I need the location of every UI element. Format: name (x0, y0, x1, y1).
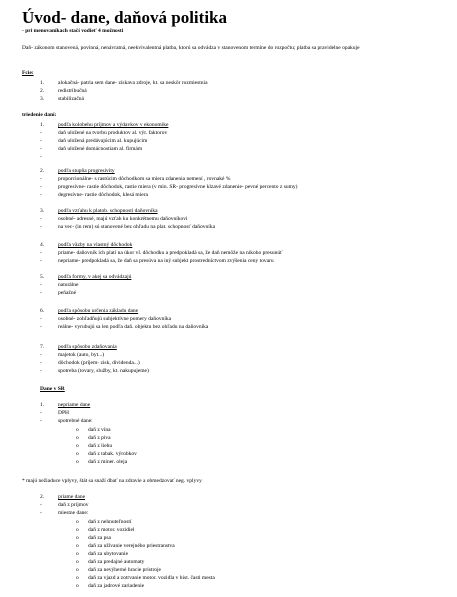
class-item: - daň uložené domácnostiam al. firmám (40, 146, 143, 152)
class-item: - daň uložené na tvorbu produktov al. výr. faktorov (40, 130, 168, 136)
class-item: - reálne- vyrubujú sa len podľa daň. objektu bez ohľadu na daňovníka (40, 324, 209, 330)
tax-item: - daň z príjmov (40, 502, 89, 508)
tax-item: - DPH (40, 410, 70, 416)
tax-subitem: o daň z miner. oleja (76, 459, 128, 465)
class-item: - progresívne- rastie dôchodok, rastie miera (v min. SR- progresívne klzavé zdanenie- pevné percento z sumy) (40, 184, 298, 190)
functions-heading: Fcie: (22, 70, 34, 76)
classification-heading: triedenie daní: (22, 112, 57, 118)
tax-subitem: o daň za jadrové zariadenie (76, 583, 145, 589)
class-item: - degresívne- rastie dôchodok, klesá miera (40, 192, 148, 198)
taxes-sr-heading: Dane v SR (40, 386, 65, 392)
class-group-heading: 6. podľa spôsobu určenia základu dane (40, 308, 139, 314)
class-group-heading: 1. podľa kolobehu príjmov a výdavkov v ekonomike (40, 122, 169, 128)
page-title: Úvod- dane, daňová politika (22, 8, 227, 27)
tax-subitem: o daň z liehu (76, 443, 113, 449)
footnote: * majú nežiaduce vplyvy, štát sa snaží dbať na zdravie a obmedzovať neg. vplyvy (22, 478, 202, 484)
class-item: - priame- daňovník ich platí na úkor vl. dôchodku a predpokladá sa, že daň nemôže na nikoho presunúť (40, 250, 283, 256)
class-item: - osobné- adresné, majú vzťah ku konkrétnemu daňovníkovi (40, 216, 188, 222)
definition-paragraph: Daň- zákonom stanovená, povinná, nenávratná, neekvivalentná platba, ktorú sa odvádza v stanovenom termíne do rozpočtu; platba sa pravidelne opakuje (22, 45, 360, 51)
tax-subitem: o daň za vjazd a zotrvanie motor. vozidla v hist. časti mesta (76, 575, 215, 581)
class-group-heading: 2. podľa stupňa progresivity (40, 168, 115, 174)
tax-subitem: o daň za ubytovanie (76, 551, 129, 557)
class-item: - naturálne (40, 282, 79, 288)
function-item: 3. stabilizačná (40, 96, 84, 102)
function-item: 1. alokačná- patria sem dane- získava zdroje, kt. sa neskôr rozmiestnia (40, 80, 208, 86)
class-item: - majetok (auto, byt...) (40, 352, 105, 358)
class-item: - (40, 154, 42, 160)
page-subtitle: - pri menovaníkach stačí vodieť 4 možnosti (22, 28, 124, 34)
tax-subitem (76, 467, 88, 474)
class-group-heading: 4. podľa väzby na vlastný dôchodok (40, 242, 133, 248)
tax-subitem: o daň z motor. vozidiel (76, 527, 135, 533)
class-item: - daň uložená predávajúcim al. kupujúcim (40, 138, 148, 144)
tax-item: - spotrebné dane: (40, 418, 93, 424)
class-item: - proporcionálne- s rastúcim dôchodkom sa miera zdanenia nemení , rovnaké % (40, 176, 231, 182)
tax-type-heading: 1. nepriame dane (40, 402, 91, 408)
tax-subitem: o daň z vína (76, 427, 111, 433)
class-item: - dôchodok (príjem- zisk, dividenda...) (40, 360, 140, 366)
function-item: 2. redistribučná (40, 88, 87, 94)
tax-subitem: o daň z piva (76, 435, 111, 441)
tax-subitem: o daň za nevýherné hracie prístroje (76, 567, 161, 573)
class-item: - osobné- zohľadňujú subjektívne pomery daňovníka (40, 316, 172, 322)
tax-item: - miestne dane: (40, 510, 89, 516)
class-group-heading: 3. podľa vzťahu k platob. schopnosti daňovníka (40, 208, 158, 214)
tax-subitem: o daň za psa (76, 535, 111, 541)
class-group-heading: 5. podľa formy, v akej sa odvádzajú (40, 274, 132, 280)
tax-subitem: o daň za predajné automaty (76, 559, 145, 565)
class-item: - nepriame- predpokladá sa, že daň sa presúva na iný subjekt prostredníctvom zvýšenia ceny tovaru (40, 258, 274, 264)
class-group-heading: 7. podľa spôsobu zdaňovania (40, 344, 117, 350)
class-item: - na vec- (in rem) sú stanovené bez ohľadu na plat. schopnosť daňovníka (40, 224, 216, 230)
class-item: - spotreba (tovary, služby, kt. nakupujeme) (40, 368, 149, 374)
tax-subitem: o daň za užívanie verejného priestranstva (76, 543, 175, 549)
tax-subitem: o daň z nehnuteľností (76, 519, 132, 525)
tax-type-heading: 2. priame dane (40, 494, 86, 500)
class-item: - peňažné (40, 290, 77, 296)
tax-subitem: o daň z tabak. výrobkov (76, 451, 137, 457)
